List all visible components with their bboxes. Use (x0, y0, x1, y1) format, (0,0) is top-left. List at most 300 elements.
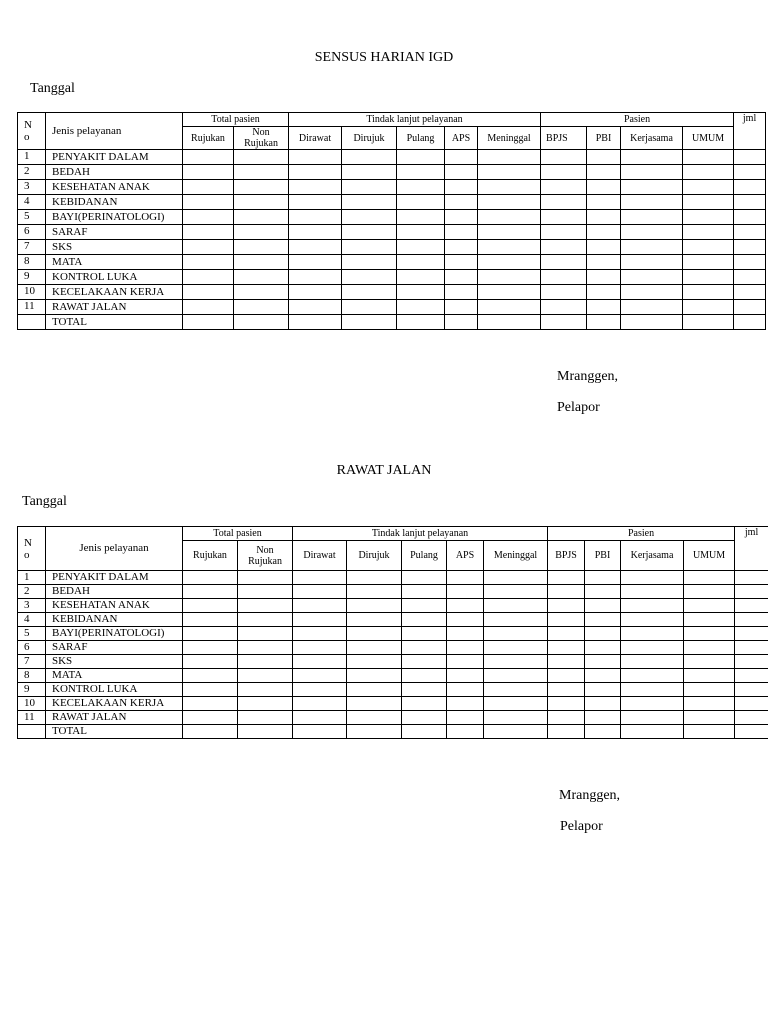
entry-cell[interactable] (342, 300, 397, 315)
entry-cell[interactable] (347, 585, 402, 599)
entry-cell[interactable] (234, 240, 289, 255)
table-row (18, 613, 768, 627)
total-cell[interactable] (342, 315, 397, 330)
entry-cell[interactable] (621, 225, 683, 240)
total-cell[interactable] (347, 725, 402, 739)
entry-cell[interactable] (621, 683, 684, 697)
total-cell[interactable] (585, 725, 621, 739)
entry-cell[interactable] (684, 613, 735, 627)
entry-cell[interactable] (289, 225, 342, 240)
entry-cell[interactable] (621, 180, 683, 195)
entry-cell[interactable] (342, 195, 397, 210)
entry-cell[interactable] (183, 195, 234, 210)
entry-cell[interactable] (293, 711, 347, 725)
total-row-number (18, 725, 46, 739)
entry-cell[interactable] (484, 655, 548, 669)
entry-cell[interactable] (548, 599, 585, 613)
entry-cell[interactable] (347, 571, 402, 585)
entry-cell[interactable] (735, 571, 768, 585)
entry-cell[interactable] (734, 210, 766, 225)
entry-cell[interactable] (397, 180, 445, 195)
entry-cell[interactable] (484, 613, 548, 627)
entry-cell[interactable] (402, 613, 447, 627)
entry-cell[interactable] (548, 641, 585, 655)
entry-cell[interactable] (683, 195, 734, 210)
entry-cell[interactable] (541, 225, 587, 240)
entry-cell[interactable] (234, 270, 289, 285)
entry-cell[interactable] (541, 285, 587, 300)
entry-cell[interactable] (402, 585, 447, 599)
entry-cell[interactable] (478, 165, 541, 180)
entry-cell[interactable] (445, 225, 478, 240)
entry-cell[interactable] (683, 150, 734, 165)
entry-cell[interactable] (683, 210, 734, 225)
entry-cell[interactable] (621, 300, 683, 315)
entry-cell[interactable] (347, 669, 402, 683)
entry-cell[interactable] (342, 225, 397, 240)
entry-cell[interactable] (621, 711, 684, 725)
entry-cell[interactable] (587, 210, 621, 225)
entry-cell[interactable] (347, 613, 402, 627)
entry-cell[interactable] (397, 195, 445, 210)
entry-cell[interactable] (234, 210, 289, 225)
entry-cell[interactable] (238, 711, 293, 725)
col-bpjs: BPJS (548, 541, 585, 571)
entry-cell[interactable] (587, 300, 621, 315)
total-cell[interactable] (735, 725, 768, 739)
entry-cell[interactable] (293, 585, 347, 599)
entry-cell[interactable] (541, 195, 587, 210)
entry-cell[interactable] (447, 585, 484, 599)
entry-cell[interactable] (484, 669, 548, 683)
entry-cell[interactable] (541, 300, 587, 315)
entry-cell[interactable] (447, 627, 484, 641)
entry-cell[interactable] (238, 599, 293, 613)
entry-cell[interactable] (183, 599, 238, 613)
entry-cell[interactable] (293, 683, 347, 697)
entry-cell[interactable] (342, 165, 397, 180)
entry-cell[interactable] (478, 180, 541, 195)
entry-cell[interactable] (484, 571, 548, 585)
entry-cell[interactable] (347, 711, 402, 725)
entry-cell[interactable] (447, 571, 484, 585)
entry-cell[interactable] (585, 571, 621, 585)
entry-cell[interactable] (402, 697, 447, 711)
entry-cell[interactable] (734, 270, 766, 285)
entry-cell[interactable] (238, 613, 293, 627)
entry-cell[interactable] (447, 711, 484, 725)
entry-cell[interactable] (293, 613, 347, 627)
entry-cell[interactable] (183, 585, 238, 599)
total-cell[interactable] (183, 725, 238, 739)
section-1-title: SENSUS HARIAN IGD (314, 50, 454, 65)
entry-cell[interactable] (683, 225, 734, 240)
entry-cell[interactable] (484, 585, 548, 599)
entry-cell[interactable] (621, 669, 684, 683)
entry-cell[interactable] (447, 683, 484, 697)
entry-cell[interactable] (548, 669, 585, 683)
entry-cell[interactable] (684, 655, 735, 669)
entry-cell[interactable] (684, 599, 735, 613)
entry-cell[interactable] (234, 255, 289, 270)
entry-cell[interactable] (183, 180, 234, 195)
entry-cell[interactable] (587, 285, 621, 300)
entry-cell[interactable] (342, 180, 397, 195)
entry-cell[interactable] (402, 641, 447, 655)
entry-cell[interactable] (183, 655, 238, 669)
entry-cell[interactable] (234, 150, 289, 165)
entry-cell[interactable] (238, 585, 293, 599)
entry-cell[interactable] (683, 180, 734, 195)
entry-cell[interactable] (445, 180, 478, 195)
entry-cell[interactable] (289, 300, 342, 315)
entry-cell[interactable] (548, 585, 585, 599)
entry-cell[interactable] (548, 627, 585, 641)
entry-cell[interactable] (289, 285, 342, 300)
entry-cell[interactable] (735, 655, 768, 669)
entry-cell[interactable] (183, 697, 238, 711)
entry-cell[interactable] (293, 697, 347, 711)
entry-cell[interactable] (402, 669, 447, 683)
entry-cell[interactable] (735, 697, 768, 711)
entry-cell[interactable] (621, 285, 683, 300)
entry-cell[interactable] (238, 641, 293, 655)
entry-cell[interactable] (397, 270, 445, 285)
entry-cell[interactable] (447, 641, 484, 655)
entry-cell[interactable] (587, 165, 621, 180)
entry-cell[interactable] (445, 210, 478, 225)
entry-cell[interactable] (587, 150, 621, 165)
total-cell[interactable] (402, 725, 447, 739)
entry-cell[interactable] (183, 165, 234, 180)
entry-cell[interactable] (289, 195, 342, 210)
entry-cell[interactable] (234, 225, 289, 240)
entry-cell[interactable] (183, 270, 234, 285)
entry-cell[interactable] (735, 641, 768, 655)
total-cell[interactable] (734, 315, 766, 330)
entry-cell[interactable] (585, 697, 621, 711)
entry-cell[interactable] (342, 270, 397, 285)
entry-cell[interactable] (621, 165, 683, 180)
entry-cell[interactable] (347, 683, 402, 697)
entry-cell[interactable] (541, 240, 587, 255)
entry-cell[interactable] (683, 300, 734, 315)
entry-cell[interactable] (735, 711, 768, 725)
total-cell[interactable] (683, 315, 734, 330)
entry-cell[interactable] (447, 669, 484, 683)
entry-cell[interactable] (621, 585, 684, 599)
entry-cell[interactable] (587, 180, 621, 195)
entry-cell[interactable] (735, 683, 768, 697)
entry-cell[interactable] (621, 697, 684, 711)
entry-cell[interactable] (183, 641, 238, 655)
entry-cell[interactable] (684, 697, 735, 711)
entry-cell[interactable] (183, 711, 238, 725)
total-cell[interactable] (397, 315, 445, 330)
total-cell[interactable] (447, 725, 484, 739)
total-cell[interactable] (478, 315, 541, 330)
total-cell[interactable] (548, 725, 585, 739)
entry-cell[interactable] (683, 255, 734, 270)
entry-cell[interactable] (621, 655, 684, 669)
entry-cell[interactable] (183, 225, 234, 240)
group-pasien: Pasien (541, 113, 734, 127)
entry-cell[interactable] (621, 240, 683, 255)
entry-cell[interactable] (234, 285, 289, 300)
entry-cell[interactable] (684, 641, 735, 655)
entry-cell[interactable] (548, 613, 585, 627)
entry-cell[interactable] (684, 627, 735, 641)
col-umum: UMUM (683, 127, 734, 150)
entry-cell[interactable] (541, 255, 587, 270)
entry-cell[interactable] (183, 255, 234, 270)
entry-cell[interactable] (585, 585, 621, 599)
entry-cell[interactable] (734, 225, 766, 240)
entry-cell[interactable] (621, 599, 684, 613)
total-cell[interactable] (183, 315, 234, 330)
entry-cell[interactable] (397, 165, 445, 180)
entry-cell[interactable] (548, 711, 585, 725)
entry-cell[interactable] (484, 641, 548, 655)
entry-cell[interactable] (734, 285, 766, 300)
entry-cell[interactable] (183, 150, 234, 165)
total-cell[interactable] (684, 725, 735, 739)
entry-cell[interactable] (347, 599, 402, 613)
entry-cell[interactable] (621, 255, 683, 270)
entry-cell[interactable] (735, 613, 768, 627)
total-cell[interactable] (293, 725, 347, 739)
total-cell[interactable] (621, 315, 683, 330)
entry-cell[interactable] (684, 585, 735, 599)
total-cell[interactable] (234, 315, 289, 330)
entry-cell[interactable] (684, 571, 735, 585)
entry-cell[interactable] (183, 571, 238, 585)
entry-cell[interactable] (585, 599, 621, 613)
entry-cell[interactable] (548, 655, 585, 669)
entry-cell[interactable] (397, 240, 445, 255)
total-cell[interactable] (289, 315, 342, 330)
entry-cell[interactable] (478, 270, 541, 285)
entry-cell[interactable] (238, 571, 293, 585)
entry-cell[interactable] (293, 655, 347, 669)
entry-cell[interactable] (478, 255, 541, 270)
entry-cell[interactable] (484, 711, 548, 725)
entry-cell[interactable] (183, 669, 238, 683)
entry-cell[interactable] (587, 270, 621, 285)
entry-cell[interactable] (541, 165, 587, 180)
entry-cell[interactable] (347, 655, 402, 669)
entry-cell[interactable] (683, 240, 734, 255)
entry-cell[interactable] (402, 599, 447, 613)
entry-cell[interactable] (445, 150, 478, 165)
entry-cell[interactable] (234, 165, 289, 180)
entry-cell[interactable] (683, 165, 734, 180)
entry-cell[interactable] (621, 613, 684, 627)
entry-cell[interactable] (402, 571, 447, 585)
col-rujukan: Rujukan (183, 541, 238, 571)
entry-cell[interactable] (183, 240, 234, 255)
entry-cell[interactable] (397, 255, 445, 270)
entry-cell[interactable] (347, 641, 402, 655)
entry-cell[interactable] (447, 599, 484, 613)
entry-cell[interactable] (447, 613, 484, 627)
entry-cell[interactable] (402, 711, 447, 725)
entry-cell[interactable] (484, 599, 548, 613)
entry-cell[interactable] (621, 195, 683, 210)
entry-cell[interactable] (293, 627, 347, 641)
entry-cell[interactable] (587, 195, 621, 210)
entry-cell[interactable] (289, 255, 342, 270)
total-cell[interactable] (484, 725, 548, 739)
entry-cell[interactable] (484, 683, 548, 697)
entry-cell[interactable] (402, 655, 447, 669)
entry-cell[interactable] (548, 697, 585, 711)
entry-cell[interactable] (684, 683, 735, 697)
entry-cell[interactable] (478, 300, 541, 315)
entry-cell[interactable] (735, 669, 768, 683)
entry-cell[interactable] (621, 270, 683, 285)
entry-cell[interactable] (234, 300, 289, 315)
entry-cell[interactable] (684, 669, 735, 683)
entry-cell[interactable] (585, 683, 621, 697)
col-dirawat: Dirawat (289, 127, 342, 150)
entry-cell[interactable] (484, 627, 548, 641)
total-cell[interactable] (238, 725, 293, 739)
entry-cell[interactable] (183, 285, 234, 300)
entry-cell[interactable] (445, 240, 478, 255)
entry-cell[interactable] (734, 255, 766, 270)
entry-cell[interactable] (289, 165, 342, 180)
entry-cell[interactable] (587, 255, 621, 270)
entry-cell[interactable] (735, 599, 768, 613)
entry-cell[interactable] (478, 150, 541, 165)
entry-cell[interactable] (347, 627, 402, 641)
entry-cell[interactable] (621, 641, 684, 655)
entry-cell[interactable] (734, 240, 766, 255)
entry-cell[interactable] (289, 180, 342, 195)
entry-cell[interactable] (484, 697, 548, 711)
entry-cell[interactable] (447, 697, 484, 711)
entry-cell[interactable] (289, 270, 342, 285)
entry-cell[interactable] (734, 195, 766, 210)
col-dirawat: Dirawat (293, 541, 347, 571)
entry-cell[interactable] (445, 255, 478, 270)
entry-cell[interactable] (342, 255, 397, 270)
entry-cell[interactable] (735, 585, 768, 599)
entry-cell[interactable] (541, 180, 587, 195)
entry-cell[interactable] (548, 683, 585, 697)
entry-cell[interactable] (293, 571, 347, 585)
entry-cell[interactable] (238, 683, 293, 697)
entry-cell[interactable] (621, 150, 683, 165)
entry-cell[interactable] (183, 300, 234, 315)
entry-cell[interactable] (402, 627, 447, 641)
entry-cell[interactable] (585, 655, 621, 669)
entry-cell[interactable] (541, 210, 587, 225)
entry-cell[interactable] (621, 627, 684, 641)
entry-cell[interactable] (541, 150, 587, 165)
service-name: MATA (46, 669, 183, 683)
entry-cell[interactable] (585, 641, 621, 655)
entry-cell[interactable] (342, 210, 397, 225)
entry-cell[interactable] (238, 669, 293, 683)
entry-cell[interactable] (683, 285, 734, 300)
entry-cell[interactable] (445, 165, 478, 180)
entry-cell[interactable] (289, 240, 342, 255)
total-cell[interactable] (621, 725, 684, 739)
entry-cell[interactable] (289, 210, 342, 225)
entry-cell[interactable] (238, 697, 293, 711)
entry-cell[interactable] (342, 285, 397, 300)
entry-cell[interactable] (397, 150, 445, 165)
entry-cell[interactable] (347, 697, 402, 711)
entry-cell[interactable] (397, 300, 445, 315)
entry-cell[interactable] (585, 669, 621, 683)
entry-cell[interactable] (397, 210, 445, 225)
entry-cell[interactable] (293, 669, 347, 683)
entry-cell[interactable] (585, 613, 621, 627)
entry-cell[interactable] (342, 240, 397, 255)
entry-cell[interactable] (734, 180, 766, 195)
entry-cell[interactable] (445, 270, 478, 285)
entry-cell[interactable] (234, 195, 289, 210)
entry-cell[interactable] (734, 300, 766, 315)
entry-cell[interactable] (621, 210, 683, 225)
entry-cell[interactable] (478, 240, 541, 255)
entry-cell[interactable] (585, 627, 621, 641)
entry-cell[interactable] (548, 571, 585, 585)
entry-cell[interactable] (734, 150, 766, 165)
entry-cell[interactable] (402, 683, 447, 697)
entry-cell[interactable] (478, 225, 541, 240)
col-kerjasama: Kerjasama (621, 541, 684, 571)
entry-cell[interactable] (585, 711, 621, 725)
entry-cell[interactable] (238, 627, 293, 641)
entry-cell[interactable] (587, 225, 621, 240)
entry-cell[interactable] (397, 225, 445, 240)
entry-cell[interactable] (587, 240, 621, 255)
entry-cell[interactable] (293, 599, 347, 613)
entry-cell[interactable] (183, 613, 238, 627)
entry-cell[interactable] (734, 165, 766, 180)
entry-cell[interactable] (342, 150, 397, 165)
entry-cell[interactable] (289, 150, 342, 165)
entry-cell[interactable] (684, 711, 735, 725)
entry-cell[interactable] (445, 300, 478, 315)
entry-cell[interactable] (238, 655, 293, 669)
entry-cell[interactable] (683, 270, 734, 285)
entry-cell[interactable] (397, 285, 445, 300)
entry-cell[interactable] (183, 683, 238, 697)
entry-cell[interactable] (478, 285, 541, 300)
entry-cell[interactable] (445, 195, 478, 210)
entry-cell[interactable] (735, 627, 768, 641)
entry-cell[interactable] (183, 210, 234, 225)
total-cell[interactable] (587, 315, 621, 330)
entry-cell[interactable] (478, 195, 541, 210)
entry-cell[interactable] (621, 571, 684, 585)
entry-cell[interactable] (447, 655, 484, 669)
entry-cell[interactable] (293, 641, 347, 655)
col-aps: APS (445, 127, 478, 150)
total-cell[interactable] (445, 315, 478, 330)
entry-cell[interactable] (541, 270, 587, 285)
entry-cell[interactable] (478, 210, 541, 225)
entry-cell[interactable] (183, 627, 238, 641)
entry-cell[interactable] (234, 180, 289, 195)
total-cell[interactable] (541, 315, 587, 330)
entry-cell[interactable] (445, 285, 478, 300)
